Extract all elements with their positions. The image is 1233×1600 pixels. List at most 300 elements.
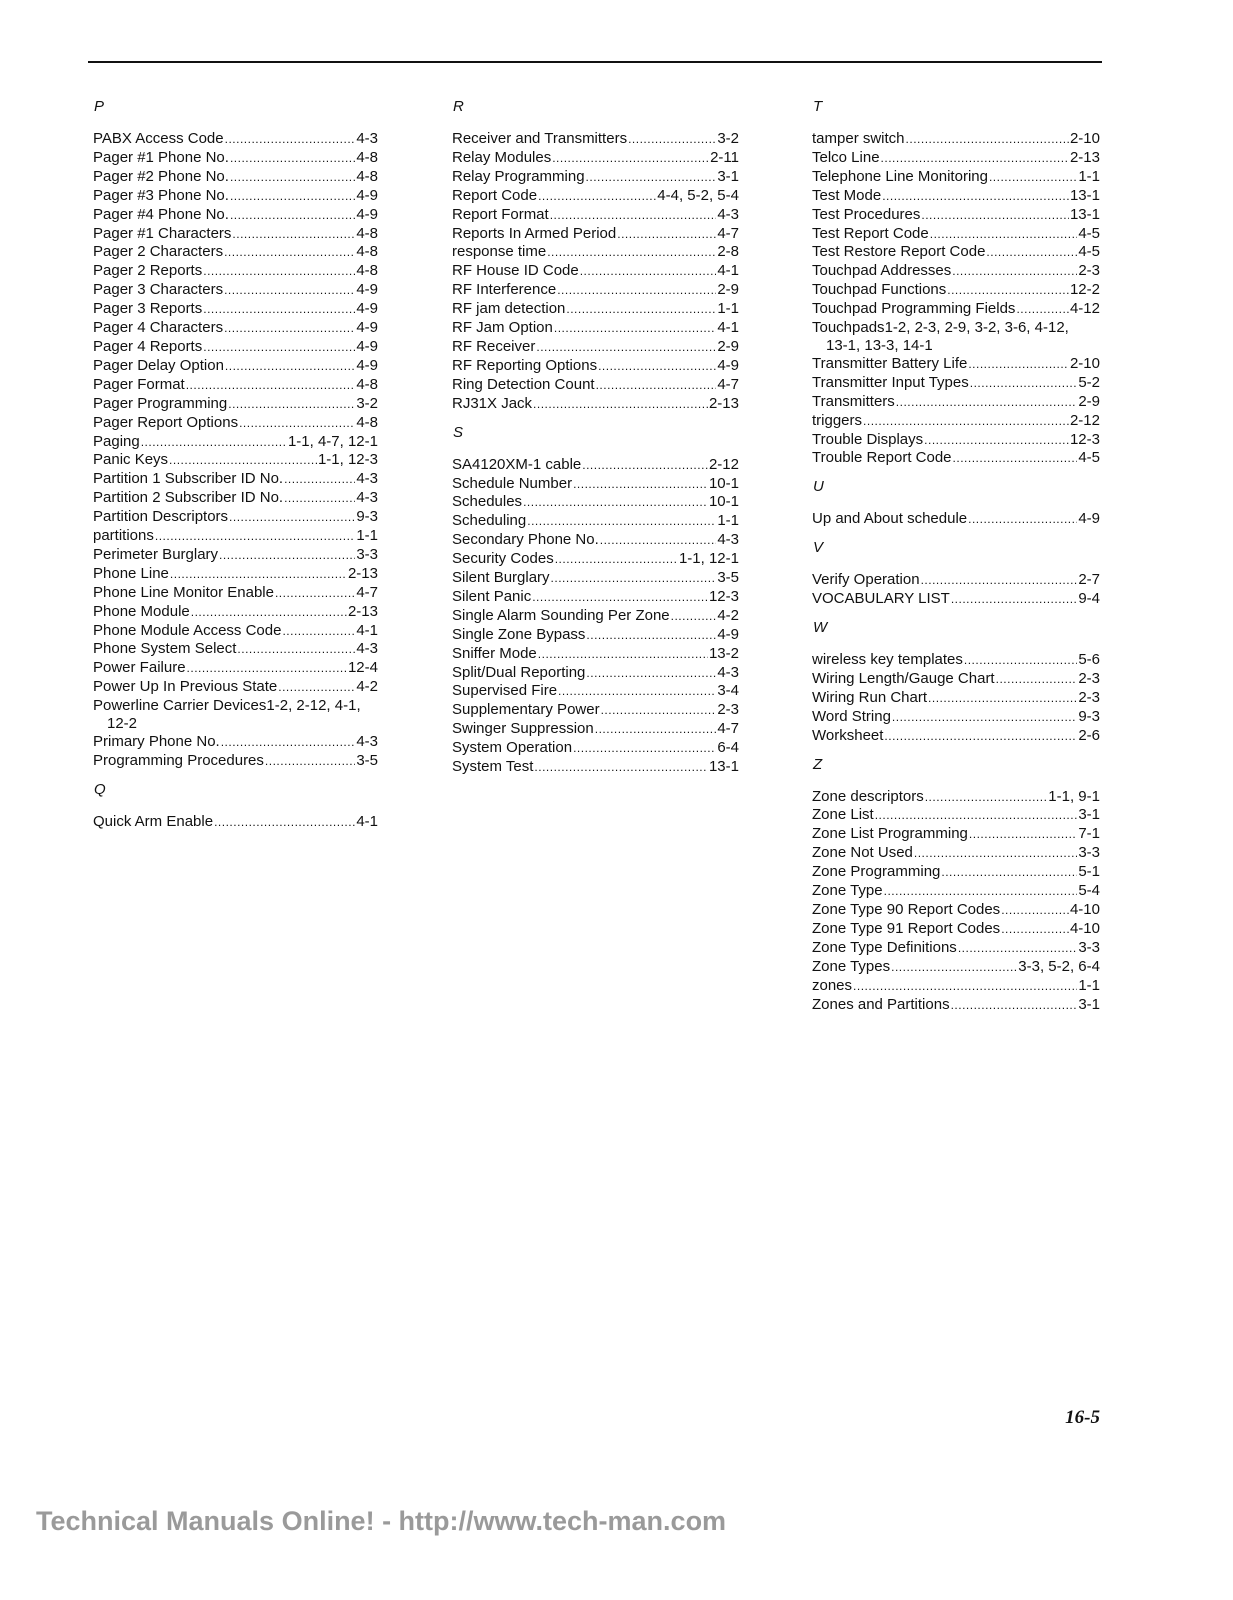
index-entry	[452, 225, 739, 244]
dot-leader	[191, 604, 347, 622]
index-pages: 4-9	[356, 319, 378, 337]
index-pages: 4-9	[356, 356, 378, 374]
dot-leader	[538, 646, 708, 664]
index-pages: 4-3	[356, 733, 378, 750]
index-term: Zone Type 91 Report Codes	[812, 919, 1001, 937]
index-pages: 13-1	[1069, 205, 1100, 223]
dot-leader	[884, 883, 1078, 901]
index-entry	[812, 262, 1100, 281]
index-pages: 3-3	[1078, 938, 1100, 956]
index-pages: 1-1, 9-1	[1048, 787, 1100, 805]
dot-leader	[1001, 902, 1069, 920]
index-entry	[452, 376, 739, 395]
index-entry	[812, 788, 1100, 807]
index-pages: 2-7	[1078, 571, 1100, 589]
dot-leader	[536, 339, 716, 357]
index-entry	[93, 225, 378, 244]
index-pages: 1-1	[356, 527, 378, 545]
index-term: Secondary Phone No.	[452, 531, 599, 549]
index-entry	[452, 720, 739, 739]
dot-leader	[928, 690, 1077, 708]
index-term: Zone Type 90 Report Codes	[812, 901, 1001, 918]
index-entry	[452, 569, 739, 588]
index-entry	[452, 531, 739, 550]
index-term: Single Alarm Sounding Per Zone	[452, 606, 670, 624]
dot-leader	[617, 226, 716, 244]
index-pages: 4-8	[356, 148, 378, 166]
index-pages: 13-1	[708, 758, 739, 776]
index-term: Power Up In Previous State	[93, 678, 278, 696]
index-pages: 4-3	[717, 531, 739, 549]
index-column-2	[452, 98, 739, 777]
index-entry	[812, 977, 1100, 996]
index-term: Partition Descriptors	[93, 508, 229, 526]
index-term: Relay Modules	[452, 148, 552, 166]
index-entry	[812, 590, 1100, 609]
index-pages: 10-1	[708, 493, 739, 511]
index-pages: 4-1	[717, 262, 739, 280]
index-term: Word String	[812, 707, 891, 725]
dot-leader	[221, 734, 356, 752]
section-letter: S	[453, 423, 464, 441]
dot-leader	[557, 282, 716, 300]
index-entry	[812, 355, 1100, 374]
index-entry	[93, 622, 378, 641]
dot-leader	[586, 169, 717, 187]
index-term: Schedules	[452, 493, 523, 511]
index-pages: 6-4	[717, 739, 739, 757]
dot-leader	[628, 131, 716, 149]
index-entry	[452, 206, 739, 225]
index-pages: 3-1	[1078, 806, 1100, 824]
index-term: Partition 2 Subscriber ID No.	[93, 489, 284, 507]
dot-leader	[598, 358, 716, 376]
index-pages: 4-4, 5-2, 5-4	[657, 186, 739, 204]
index-pages: 4-9	[1078, 510, 1100, 528]
index-pages: 3-1	[1078, 995, 1100, 1013]
index-section-w	[812, 619, 1100, 746]
index-entry	[452, 701, 739, 720]
dot-leader	[853, 978, 1077, 996]
dot-leader	[930, 226, 1078, 244]
index-entry	[93, 168, 378, 187]
index-term: Pager 2 Reports	[93, 262, 203, 280]
index-entry	[812, 844, 1100, 863]
dot-leader	[169, 452, 317, 470]
index-term: wireless key templates	[812, 651, 963, 669]
index-entry	[812, 393, 1100, 412]
index-pages: 4-2	[717, 606, 739, 624]
index-term: Security Codes	[452, 550, 554, 568]
dot-leader	[580, 263, 717, 281]
index-entry	[812, 825, 1100, 844]
index-entry	[812, 412, 1100, 431]
dot-leader	[232, 226, 355, 244]
index-term: VOCABULARY LIST	[812, 590, 950, 608]
index-pages: 1-2, 2-3, 2-9, 3-2, 3-6, 4-12,	[884, 319, 1069, 337]
index-entry	[452, 187, 739, 206]
index-term: Report Format	[452, 205, 549, 223]
index-pages: 2-3	[1078, 688, 1100, 706]
index-entry	[812, 882, 1100, 901]
index-pages-continued: 13-1, 13-3, 14-1	[826, 336, 933, 354]
index-entry	[93, 508, 378, 527]
index-entry	[452, 739, 739, 758]
index-pages: 2-13	[347, 602, 378, 620]
index-pages: 4-1	[356, 621, 378, 639]
index-pages: 2-9	[717, 337, 739, 355]
index-pages: 3-4	[717, 682, 739, 700]
dot-leader	[863, 413, 1069, 431]
index-term: Powerline Carrier Devices	[93, 697, 267, 715]
index-term: Phone Line	[93, 564, 169, 582]
index-entry	[452, 493, 739, 512]
index-term: Zone Programming	[812, 863, 941, 881]
index-term: Power Failure	[93, 659, 186, 677]
footer-watermark: Technical Manuals Online! - http://www.tech-man.com	[36, 1506, 727, 1536]
index-pages: 3-3, 5-2, 6-4	[1018, 957, 1100, 975]
index-term: Pager #3 Phone No.	[93, 186, 229, 204]
index-term: Zone List	[812, 806, 874, 824]
index-entry	[452, 149, 739, 168]
index-term: Pager 4 Reports	[93, 337, 203, 355]
index-term: Receiver and Transmitters	[452, 130, 628, 147]
index-term: Test Report Code	[812, 224, 929, 242]
index-pages: 10-1	[708, 474, 739, 492]
index-entry	[452, 395, 739, 414]
index-term: Programming Procedures	[93, 751, 264, 769]
section-letter: P	[94, 98, 105, 115]
index-entry	[93, 206, 378, 225]
index-term: Zone Types	[812, 957, 891, 975]
index-pages: 4-8	[356, 224, 378, 242]
index-pages: 3-5	[717, 569, 739, 587]
index-entry	[812, 920, 1100, 939]
index-entry	[93, 697, 378, 733]
index-entry	[93, 733, 378, 752]
index-entry	[452, 758, 739, 777]
index-entry	[93, 752, 378, 771]
dot-leader	[970, 375, 1078, 393]
dot-leader	[1016, 301, 1069, 319]
header-rule	[88, 61, 1102, 63]
index-pages: 4-3	[717, 205, 739, 223]
dot-leader	[558, 683, 716, 701]
index-pages: 3-3	[356, 545, 378, 563]
index-term: Pager #1 Phone No.	[93, 148, 229, 166]
dot-leader	[947, 282, 1069, 300]
index-pages: 4-5	[1078, 449, 1100, 467]
index-section-z	[812, 756, 1100, 1015]
section-letter: R	[453, 98, 464, 115]
index-term: Zone Not Used	[812, 844, 913, 862]
index-pages: 3-2	[717, 130, 739, 147]
dot-leader	[952, 263, 1077, 281]
index-pages: 5-1	[1078, 863, 1100, 881]
index-term: Phone Line Monitor Enable	[93, 583, 274, 601]
index-entry	[93, 414, 378, 433]
dot-leader	[527, 513, 716, 531]
index-pages: 4-7	[717, 720, 739, 738]
dot-leader	[989, 169, 1077, 187]
dot-leader	[925, 789, 1048, 807]
dot-leader	[224, 320, 355, 338]
dot-leader	[951, 997, 1078, 1015]
index-section-s	[452, 424, 739, 777]
index-term: RF Interference	[452, 281, 557, 299]
dot-leader	[278, 679, 355, 697]
index-pages: 4-7	[356, 583, 378, 601]
index-pages: 2-13	[347, 564, 378, 582]
dot-leader	[214, 814, 355, 832]
dot-leader	[224, 244, 355, 262]
index-term: Zone List Programming	[812, 825, 968, 843]
index-entry	[452, 607, 739, 626]
index-term: Supplementary Power	[452, 701, 600, 719]
dot-leader	[875, 807, 1078, 825]
dot-leader	[924, 432, 1069, 450]
index-entry	[452, 130, 739, 149]
index-entry	[93, 433, 378, 452]
index-pages: 2-3	[1078, 669, 1100, 687]
dot-leader	[573, 740, 716, 758]
index-term: Pager Report Options	[93, 413, 239, 431]
index-entry	[93, 451, 378, 470]
index-pages: 2-11	[710, 148, 739, 166]
index-pages: 3-5	[356, 751, 378, 769]
dot-leader	[551, 570, 717, 588]
dot-leader	[964, 652, 1077, 670]
index-pages: 4-10	[1069, 901, 1100, 918]
index-pages: 2-13	[708, 394, 739, 412]
index-entry	[93, 603, 378, 622]
index-entry	[812, 571, 1100, 590]
index-pages: 4-3	[356, 130, 378, 147]
index-pages: 2-9	[1078, 392, 1100, 410]
index-term: Silent Panic	[452, 587, 532, 605]
dot-leader	[596, 377, 717, 395]
dot-leader	[968, 356, 1069, 374]
index-pages: 4-8	[356, 167, 378, 185]
dot-leader	[671, 608, 717, 626]
index-pages: 5-2	[1078, 373, 1100, 391]
index-entry	[452, 262, 739, 281]
index-term: Pager #2 Phone No.	[93, 167, 229, 185]
index-pages: 4-9	[356, 300, 378, 318]
index-term: Up and About schedule	[812, 510, 968, 528]
dot-leader	[203, 263, 355, 281]
dot-leader	[225, 131, 356, 149]
index-term: Single Zone Bypass	[452, 625, 586, 643]
index-pages: 13-1	[1069, 186, 1100, 204]
index-term: Phone System Select	[93, 640, 237, 658]
index-entry	[812, 651, 1100, 670]
index-entry	[93, 584, 378, 603]
index-entry	[93, 527, 378, 546]
index-term: Transmitters	[812, 392, 895, 410]
dot-leader	[187, 660, 347, 678]
index-pages: 4-7	[717, 375, 739, 393]
index-entry	[812, 449, 1100, 468]
dot-leader	[186, 377, 356, 395]
index-entry	[93, 395, 378, 414]
index-pages: 2-13	[1069, 148, 1100, 166]
index-term: Pager Delay Option	[93, 356, 224, 374]
index-column-3	[812, 98, 1100, 1014]
index-pages: 4-9	[356, 337, 378, 355]
index-section-r	[452, 98, 739, 414]
index-term: Touchpad Addresses	[812, 262, 952, 280]
index-entry	[812, 168, 1100, 187]
index-entry	[93, 357, 378, 376]
index-pages: 7-1	[1078, 825, 1100, 843]
index-term: partitions	[93, 527, 154, 545]
dot-leader	[533, 396, 708, 414]
index-term: Verify Operation	[812, 571, 920, 589]
dot-leader	[141, 434, 287, 452]
index-entry	[812, 689, 1100, 708]
dot-leader	[884, 728, 1077, 746]
dot-leader	[969, 826, 1077, 844]
index-pages: 4-12	[1069, 300, 1100, 318]
index-entry	[93, 376, 378, 395]
index-pages: 5-6	[1078, 651, 1100, 669]
index-entry	[452, 588, 739, 607]
dot-leader	[921, 572, 1078, 590]
index-term: Telco Line	[812, 148, 880, 166]
index-entry	[93, 640, 378, 659]
dot-leader	[958, 940, 1078, 958]
dot-leader	[534, 759, 708, 777]
index-term: Test Procedures	[812, 205, 921, 223]
index-pages: 13-2	[708, 644, 739, 662]
index-pages: 4-9	[356, 186, 378, 204]
dot-leader	[600, 532, 717, 550]
dot-leader	[595, 721, 717, 739]
dot-leader	[996, 671, 1078, 689]
section-letter: Z	[813, 755, 823, 773]
dot-leader	[921, 207, 1069, 225]
dot-leader	[230, 207, 355, 225]
dot-leader	[170, 566, 347, 584]
dot-leader	[892, 709, 1077, 727]
dot-leader	[225, 358, 355, 376]
dot-leader	[275, 585, 355, 603]
dot-leader	[552, 150, 709, 168]
index-entry	[93, 243, 378, 262]
index-section-v	[812, 539, 1100, 609]
index-section-q	[93, 781, 378, 832]
index-term: Quick Arm Enable	[93, 812, 214, 830]
index-entry	[93, 565, 378, 584]
index-pages: 2-10	[1069, 130, 1100, 147]
index-pages: 4-1	[717, 319, 739, 337]
index-pages: 4-9	[717, 356, 739, 374]
dot-leader	[555, 551, 678, 569]
dot-leader	[968, 511, 1077, 529]
dot-leader	[914, 845, 1077, 863]
index-entry	[452, 626, 739, 645]
index-entry	[93, 130, 378, 149]
index-term: Supervised Fire	[452, 682, 558, 700]
index-entry	[452, 168, 739, 187]
index-term: Phone Module Access Code	[93, 621, 282, 639]
index-term: Zone descriptors	[812, 787, 924, 805]
index-entry	[812, 130, 1100, 149]
index-term: Report Code	[452, 186, 538, 204]
index-pages: 9-4	[1078, 590, 1100, 608]
index-term: triggers	[812, 411, 863, 429]
index-pages: 4-3	[356, 489, 378, 507]
index-term: Pager Format	[93, 375, 185, 393]
index-pages: 4-8	[356, 262, 378, 280]
index-term: RF jam detection	[452, 300, 566, 318]
index-entry	[812, 996, 1100, 1015]
dot-leader	[228, 396, 355, 414]
dot-leader	[284, 490, 355, 508]
index-entry	[93, 300, 378, 319]
dot-leader	[230, 188, 355, 206]
dot-leader	[906, 131, 1069, 149]
index-pages: 4-9	[356, 205, 378, 223]
index-term: Reports In Armed Period	[452, 224, 617, 242]
dot-leader	[941, 864, 1077, 882]
dot-leader	[230, 150, 355, 168]
index-column-1	[93, 98, 378, 832]
index-term: Pager 4 Characters	[93, 319, 224, 337]
index-term: RF Reporting Options	[452, 356, 598, 374]
index-section-p	[93, 98, 378, 771]
index-entry	[812, 727, 1100, 746]
dot-leader	[891, 959, 1017, 977]
dot-leader	[986, 244, 1077, 262]
index-pages: 2-12	[708, 455, 739, 473]
index-pages: 2-6	[1078, 726, 1100, 744]
dot-leader	[582, 457, 708, 475]
dot-leader	[554, 320, 716, 338]
index-pages: 4-8	[356, 243, 378, 261]
index-term: Touchpad Programming Fields	[812, 300, 1016, 318]
index-term: System Test	[452, 758, 534, 776]
index-term: Pager #4 Phone No.	[93, 205, 229, 223]
index-entry	[812, 806, 1100, 825]
dot-leader	[239, 415, 355, 433]
index-term: RF Receiver	[452, 337, 536, 355]
index-pages: 3-3	[1078, 844, 1100, 862]
index-pages: 1-1, 4-7, 12-1	[287, 432, 378, 450]
dot-leader	[566, 301, 716, 319]
index-entry	[812, 901, 1100, 920]
index-entry	[812, 708, 1100, 727]
index-term: Phone Module	[93, 602, 190, 620]
dot-leader	[586, 665, 716, 683]
index-entry	[452, 682, 739, 701]
index-term: Wiring Run Chart	[812, 688, 928, 706]
index-entry	[452, 319, 739, 338]
dot-leader	[224, 282, 355, 300]
index-pages: 4-5	[1078, 224, 1100, 242]
index-term: Ring Detection Count	[452, 375, 595, 393]
index-term: RJ31X Jack	[452, 394, 533, 412]
index-pages: 12-2	[1069, 281, 1100, 299]
index-pages: 4-8	[356, 413, 378, 431]
dot-leader	[586, 627, 716, 645]
index-entry	[452, 664, 739, 683]
dot-leader	[203, 339, 355, 357]
index-entry	[93, 262, 378, 281]
index-term: System Operation	[452, 739, 573, 757]
index-term: Wiring Length/Gauge Chart	[812, 669, 995, 687]
